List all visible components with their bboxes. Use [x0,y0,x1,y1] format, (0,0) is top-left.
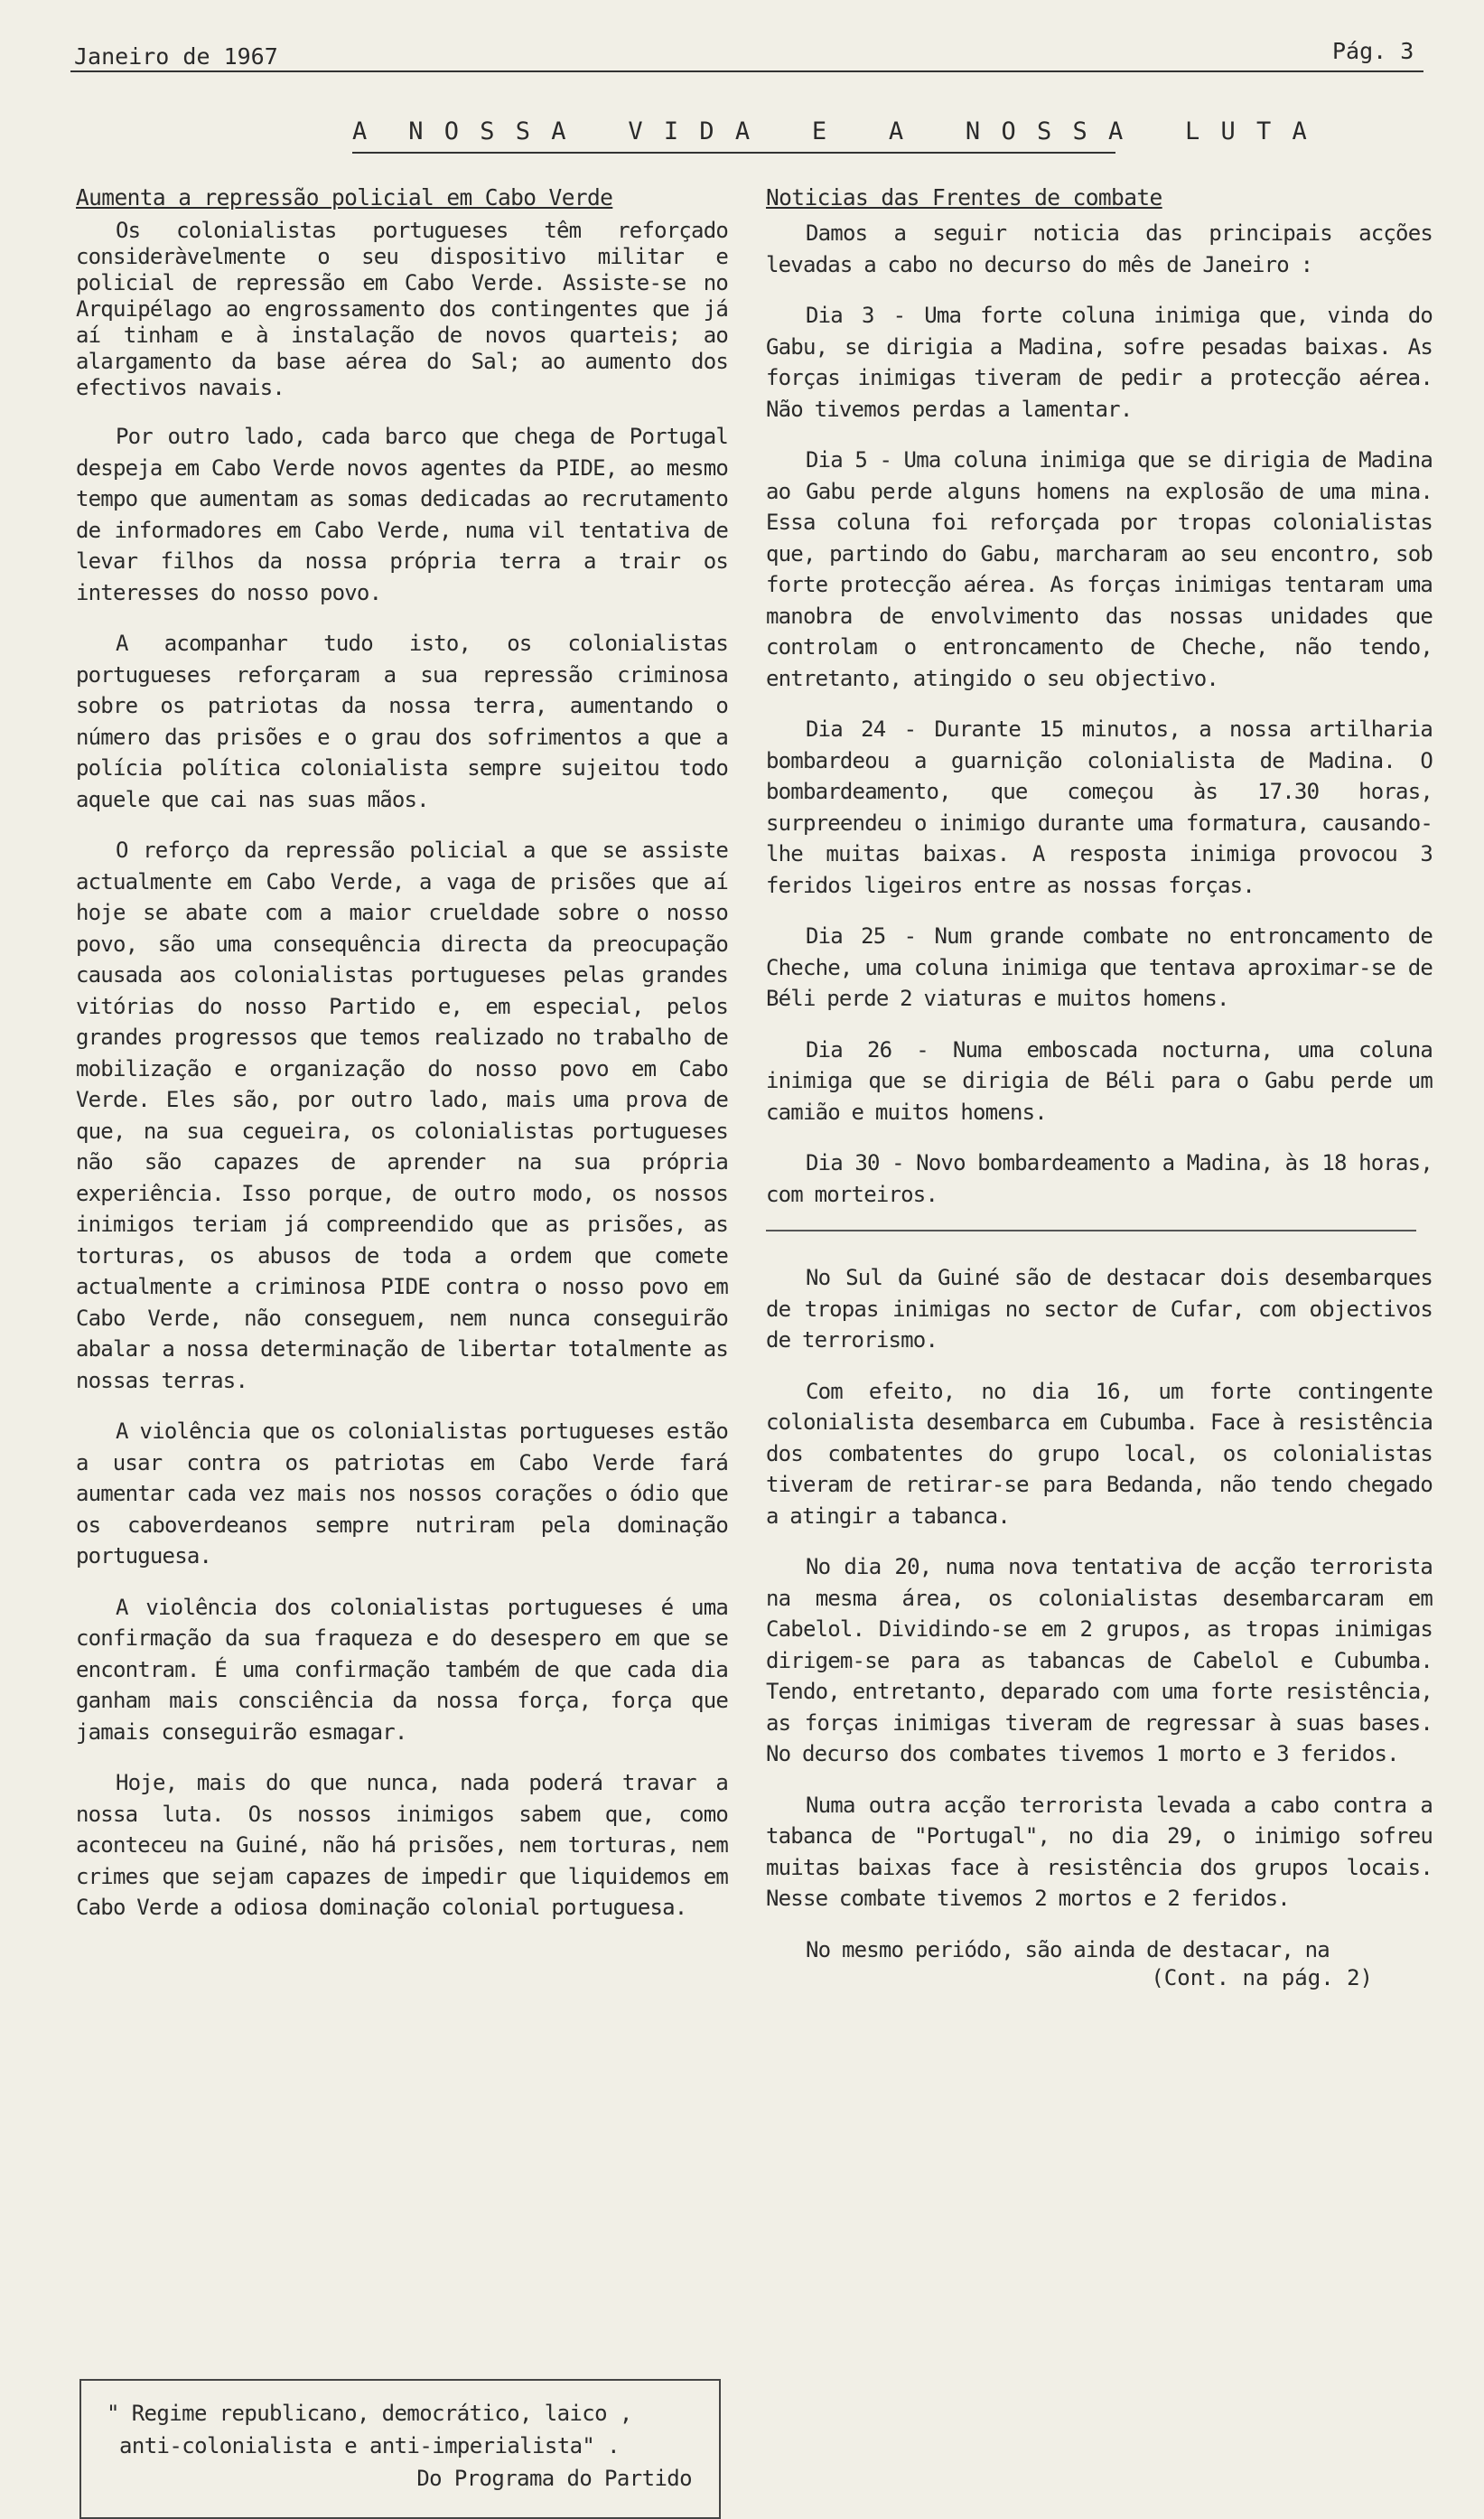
article-paragraph: A violência dos colonialistas portugueses é uma confirmação da sua fraqueza e do desespero em que se encontram. É uma confirmação também de que cada dia ganham mais consciência da nossa força, força que jamais conseguirão esmagar. [76,1594,728,1745]
left-column [76,184,728,1943]
south-report: No mesmo periódo, são ainda de destacar, na [806,1936,1330,1962]
masthead-rule [352,152,1115,154]
section-divider [766,1230,1416,1231]
combat-report: Dia 3 - Uma forte coluna inimiga que, vinda do Gabu, se dirigia a Madina, sofre pesadas baixas. As forças inimigas tiveram de pedir a protecção aérea. Não tivemos perdas a lamentar. [766,303,1433,422]
left-article-title: Aumenta a repressão policial em Cabo Verde [76,184,613,211]
combat-report: Dia 25 - Num grande combate no entroncamento de Cheche, uma coluna inimiga que tentava aproximar-se de Béli perde 2 viaturas e muitos homens. [766,923,1433,1011]
south-report: Numa outra acção terrorista levada a cabo contra a tabanca de "Portugal", no dia 29, o inimigo sofreu muitas baixas face à resistência dos grupos locais. Nesse combate tivemos 2 mortos e 2 feridos. [766,1792,1433,1911]
article-paragraph: Por outro lado, cada barco que chega de Portugal despeja em Cabo Verde novos agentes da PIDE, ao mesmo tempo que aumentam as somas dedicadas ao recrutamento de informadores em Cabo Verde, numa vil tentativa de levar filhos da nossa própria terra a trair os interesses do nosso povo. [76,424,728,605]
right-article-title: Noticias das Frentes de combate [766,184,1162,211]
right-column [766,184,1433,1996]
header-rule [70,70,1423,72]
article-paragraph: Os colonialistas portugueses têm reforçado consideràvelmente o seu dispositivo militar e policial de repressão em Cabo Verde. Assiste-se no Arquipélago ao engrossamento dos contingentes que já aí tinham e à instalação de novos quarteis; ao alargamento da base aérea do Sal; ao aumento dos efectivos navais. [76,218,728,400]
south-report: Com efeito, no dia 16, um forte contingente colonialista desembarca em Cubumba. Face à resistência dos combatentes do grupo local, os colonialistas tiveram de retirar-se para Bedanda, não tendo chegado a atingir a tabanca. [766,1378,1433,1529]
news-intro: Damos a seguir noticia das principais acções levadas a cabo no decurso do mês de Janeiro : [766,220,1433,277]
south-report: No Sul da Guiné são de destacar dois desembarques de tropas inimigas no sector de Cufar, com objectivos de terrorismo. [766,1265,1433,1353]
combat-report: Dia 26 - Numa emboscada nocturna, uma coluna inimiga que se dirigia de Béli para o Gabu perde um camião e muitos homens. [766,1036,1433,1125]
section-masthead: A N O S S A V I D A E A N O S S A L U T A [352,117,1308,145]
quote-source: Do Programa do Partido [416,2466,692,2491]
party-program-quote-box [79,2379,721,2519]
article-paragraph: A acompanhar tudo isto, os colonialistas portugueses reforçaram a sua repressão criminosa sobre os patriotas da nossa terra, aumentando o número das prisões e o grau dos sofrimentos a que a polícia política colonialista sempre sujeitou todo aquele que cai nas suas mãos. [76,631,728,812]
combat-report: Dia 30 - Novo bombardeamento a Madina, às 18 horas, com morteiros. [766,1150,1433,1207]
south-report: No dia 20, numa nova tentativa de acção terrorista na mesma área, os colonialistas desembarcaram em Cabelol. Dividindo-se em 2 grupos, as tropas inimigas dirigem-se para as tabancas de Cabelol e Cubumba. Tendo, entretanto, deparado com uma forte resistência, as forças inimigas tiveram de regressar à suas bases. No decurso dos combates tivemos 1 morto e 3 feridos. [766,1554,1433,1766]
quote-line: " Regime republicano, democrático, laico , [107,2401,632,2426]
article-paragraph: Hoje, mais do que nunca, nada poderá travar a nossa luta. Os nossos inimigos sabem que, como aconteceu na Guiné, não há prisões, nem torturas, nem crimes que sejam capazes de impedir que liquidemos em Cabo Verde a odiosa dominação colonial portuguesa. [76,1770,728,1920]
continuation-row [766,1965,1433,1996]
page-number: Pág. 3 [1332,38,1414,64]
combat-report: Dia 24 - Durante 15 minutos, a nossa artilharia bombardeou a guarnição colonialista de Madina. O bombardeamento, que começou às 17.30 horas, surpreendeu o inimigo durante uma formatura, causando-lhe muitas baixas. A resposta inimiga provocou 3 feridos ligeiros entre as nossas forças. [766,716,1433,898]
article-paragraph: O reforço da repressão policial a que se assiste actualmente em Cabo Verde, a vaga de prisões que aí hoje se abate com a maior crueldade sobre o nosso povo, são uma consequência directa da preocupação causada aos colonialistas portugueses pelas grandes vitórias do nosso Partido e, em especial, pelos grandes progressos que temos realizado no trabalho de mobilização e organização do nosso povo em Cabo Verde. Eles são, por outro lado, mais uma prova de que, na sua cegueira, os colonialistas portugueses não são capazes de aprender na sua própria experiência. Isso porque, de outro modo, os nossos inimigos teriam já compreendido que as prisões, as torturas, os abusos de toda a ordem que comete actualmente a criminosa PIDE contra o nosso povo em Cabo Verde, não conseguem, nem nunca conseguirão abalar a nossa determinação de libertar totalmente as nossas terras. [76,838,728,1393]
article-paragraph: A violência que os colonialistas portugueses estão a usar contra os patriotas em Cabo Verde fará aumentar cada vez mais nos nossos corações o ódio que os caboverdeanos sempre nutriram pela dominação portuguesa. [76,1419,728,1569]
continued-note: (Cont. na pág. 2) [1151,1965,1373,1990]
quote-line: anti-colonialista e anti-imperialista" . [119,2433,620,2458]
combat-report: Dia 5 - Uma coluna inimiga que se dirigia de Madina ao Gabu perde alguns homens na explosão de uma mina. Essa coluna foi reforçada por tropas colonialistas que, partindo do Gabu, marcharam ao seu encontro, sob forte protecção aérea. As forças inimigas tentaram uma manobra de envolvimento das nossas unidades que controlam o entroncamento de Cheche, não tendo, entretanto, atingido o seu objectivo. [766,447,1433,691]
issue-date: Janeiro de 1967 [74,43,278,70]
